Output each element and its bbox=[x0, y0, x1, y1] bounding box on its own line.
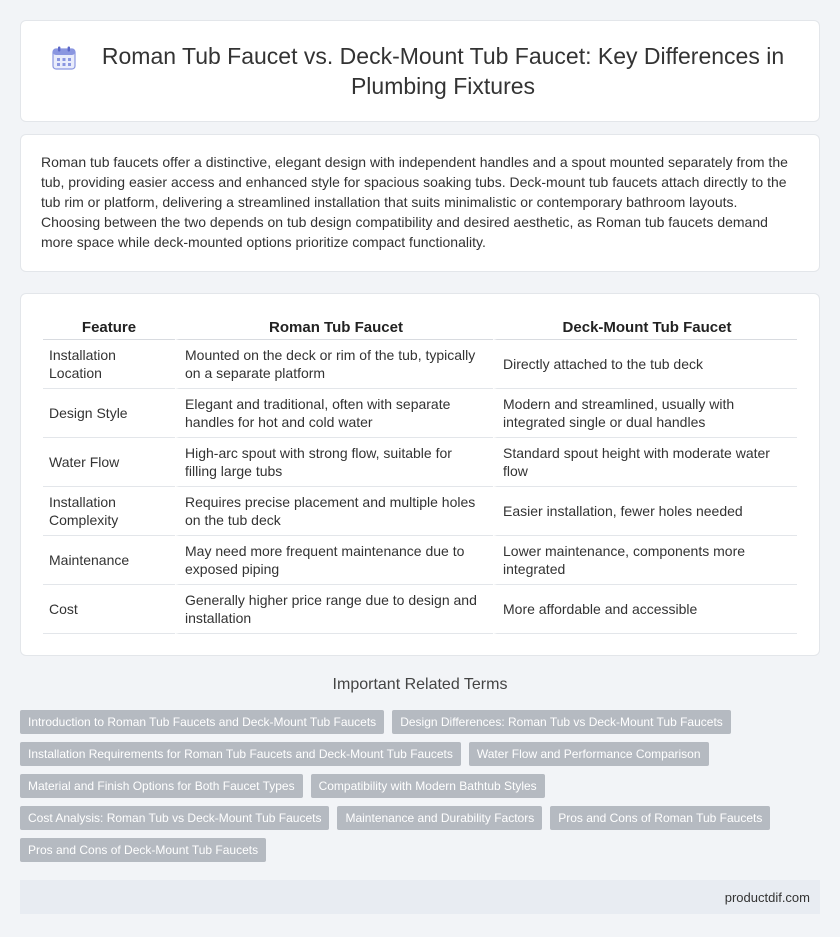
table-cell: Maintenance bbox=[43, 536, 175, 585]
table-cell: Easier installation, fewer holes needed bbox=[493, 487, 797, 536]
footer-site-name: productdif.com bbox=[724, 889, 810, 905]
table-row bbox=[43, 340, 797, 389]
table-header-row bbox=[43, 316, 797, 340]
related-terms-heading: Important Related Terms bbox=[332, 676, 508, 693]
related-term-link[interactable]: Pros and Cons of Roman Tub Faucets bbox=[550, 806, 770, 830]
table-row bbox=[43, 438, 797, 487]
table-cell: Modern and streamlined, usually with integrated single or dual handles bbox=[493, 389, 797, 438]
table-header-cell: Roman Tub Faucet bbox=[175, 316, 493, 340]
related-terms-list bbox=[20, 710, 820, 870]
table-header-cell: Feature bbox=[43, 316, 175, 340]
related-term-link[interactable]: Cost Analysis: Roman Tub vs Deck-Mount Tub Faucets bbox=[20, 806, 329, 830]
table-cell: Mounted on the deck or rim of the tub, typically on a separate platform bbox=[175, 340, 493, 389]
calendar-icon bbox=[51, 45, 77, 71]
table-cell: Installation Complexity bbox=[43, 487, 175, 536]
table-cell: More affordable and accessible bbox=[493, 585, 797, 634]
table-row bbox=[43, 389, 797, 438]
table-cell: Design Style bbox=[43, 389, 175, 438]
table-row bbox=[43, 487, 797, 536]
related-term-link[interactable]: Design Differences: Roman Tub vs Deck-Mount Tub Faucets bbox=[392, 710, 731, 734]
table-cell: Cost bbox=[43, 585, 175, 634]
intro-paragraph: Roman tub faucets offer a distinctive, elegant design with independent handles and a spout mounted separately from the tub, providing easier access and enhanced style for spacious soaking tubs. Deck-mount tub faucets attach directly to the tub rim or platform, delivering a streamlined installation that suits minimalistic or contemporary bathroom layouts. Choosing between the two depends on tub design compatibility and desired aesthetic, as Roman tub faucets demand more space while deck-mounted options prioritize compact functionality. bbox=[41, 154, 788, 250]
table-cell: Directly attached to the tub deck bbox=[493, 340, 797, 389]
related-term-link[interactable]: Maintenance and Durability Factors bbox=[337, 806, 542, 830]
related-term-link[interactable]: Introduction to Roman Tub Faucets and Deck-Mount Tub Faucets bbox=[20, 710, 384, 734]
page-title: Roman Tub Faucet vs. Deck-Mount Tub Faucet: Key Differences in Plumbing Fixtures bbox=[101, 43, 785, 99]
table-cell: Generally higher price range due to design and installation bbox=[175, 585, 493, 634]
table-cell: May need more frequent maintenance due to exposed piping bbox=[175, 536, 493, 585]
comparison-card bbox=[20, 293, 820, 656]
related-term-link[interactable]: Compatibility with Modern Bathtub Styles bbox=[311, 774, 545, 798]
related-term-link[interactable]: Installation Requirements for Roman Tub Faucets and Deck-Mount Tub Faucets bbox=[20, 742, 461, 766]
table-cell: Elegant and traditional, often with separate handles for hot and cold water bbox=[175, 389, 493, 438]
related-term-link[interactable]: Pros and Cons of Deck-Mount Tub Faucets bbox=[20, 838, 266, 862]
related-term-link[interactable]: Material and Finish Options for Both Faucet Types bbox=[20, 774, 303, 798]
table-header-cell: Deck-Mount Tub Faucet bbox=[493, 316, 797, 340]
header-card bbox=[20, 20, 820, 122]
comparison-table bbox=[43, 316, 797, 634]
table-cell: Water Flow bbox=[43, 438, 175, 487]
intro-card bbox=[20, 134, 820, 272]
table-row bbox=[43, 585, 797, 634]
footer-bar bbox=[20, 880, 820, 914]
related-term-link[interactable]: Water Flow and Performance Comparison bbox=[469, 742, 709, 766]
table-cell: High-arc spout with strong flow, suitable for filling large tubs bbox=[175, 438, 493, 487]
table-cell: Standard spout height with moderate water flow bbox=[493, 438, 797, 487]
table-cell: Lower maintenance, components more integrated bbox=[493, 536, 797, 585]
table-row bbox=[43, 536, 797, 585]
table-cell: Installation Location bbox=[43, 340, 175, 389]
table-cell: Requires precise placement and multiple holes on the tub deck bbox=[175, 487, 493, 536]
